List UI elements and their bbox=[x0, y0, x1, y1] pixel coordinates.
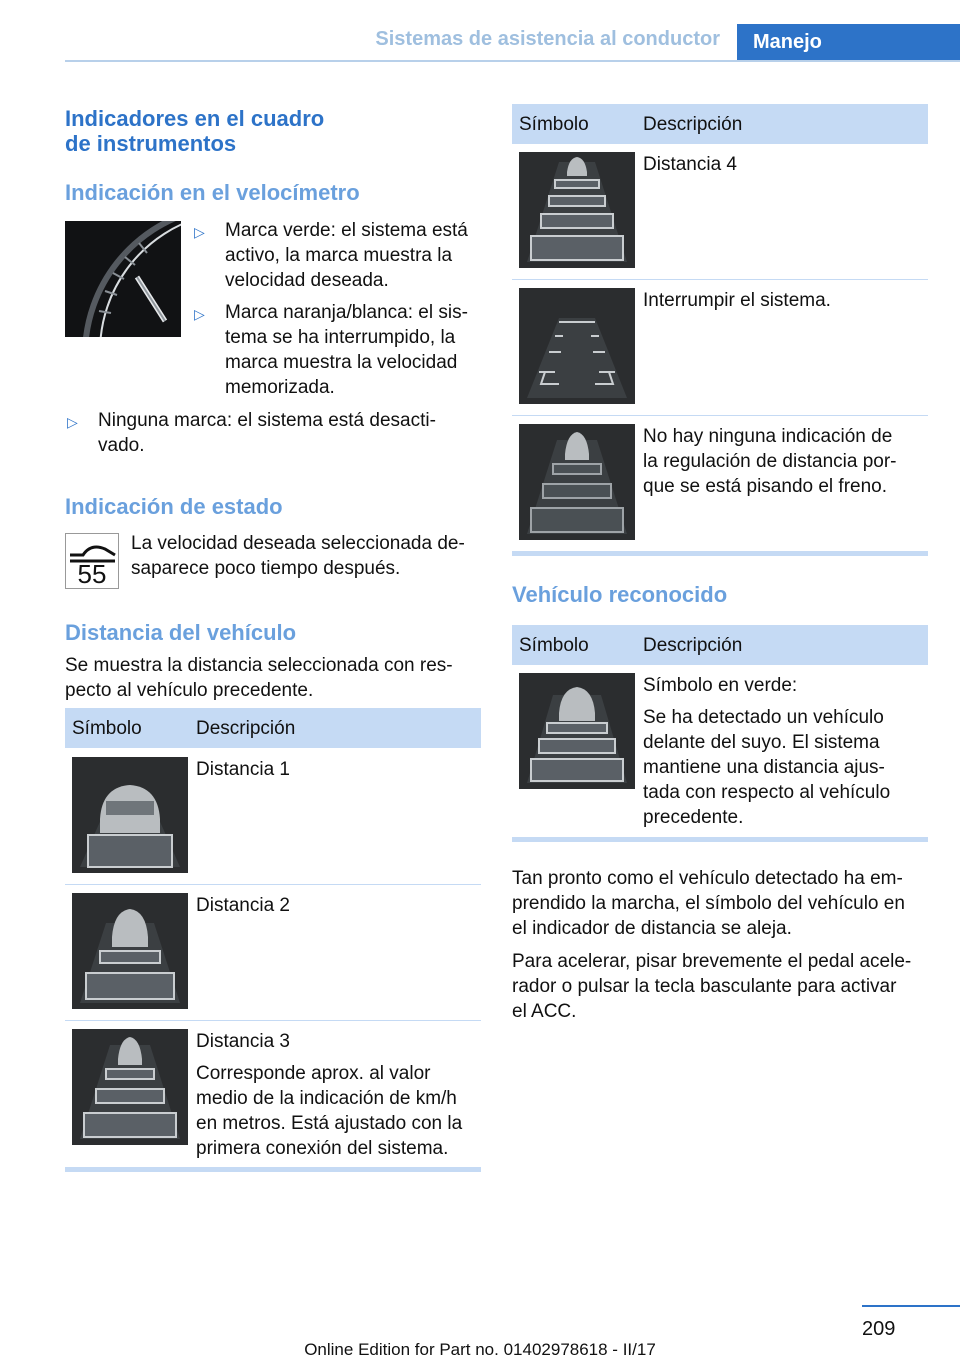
text-line: Se muestra la distancia seleccionada con res‐ bbox=[65, 655, 453, 676]
text-line: mantiene una distancia ajus‐ bbox=[643, 757, 885, 778]
status-text bbox=[131, 531, 465, 581]
bullet-green-mark bbox=[225, 218, 468, 293]
distance-2-symbol bbox=[72, 893, 188, 1009]
running-header-chapter-tab[interactable]: Manejo bbox=[737, 24, 960, 62]
text-line: precedente. bbox=[643, 807, 744, 828]
distance-intro bbox=[65, 653, 453, 703]
bullet-line: Marca verde: el sistema está bbox=[225, 220, 468, 241]
paragraph-vehicle-moves bbox=[512, 866, 905, 941]
bullet-no-mark bbox=[98, 408, 436, 458]
bullet-line: velocidad deseada. bbox=[225, 270, 389, 291]
text-line: prendido la marcha, el símbolo del vehículo en bbox=[512, 893, 905, 914]
column-header-description: Descripción bbox=[643, 114, 743, 135]
distance-heading: Distancia del vehículo bbox=[65, 620, 297, 645]
page-number: 209 bbox=[862, 1318, 896, 1340]
bullet-marker: ▷ bbox=[194, 224, 205, 240]
status-heading: Indicación de estado bbox=[65, 494, 283, 519]
table-end-rule bbox=[512, 837, 928, 842]
text-line: pecto al vehículo precedente. bbox=[65, 680, 314, 701]
text-line: Tan pronto como el vehículo detectado ha em‐ bbox=[512, 868, 903, 889]
speedometer-heading: Indicación en el velocímetro bbox=[65, 180, 360, 205]
vehicle-recognized-desc bbox=[643, 673, 890, 830]
recognized-vehicle-heading: Vehículo reconocido bbox=[512, 582, 728, 607]
speedometer-image bbox=[65, 221, 181, 337]
speed-limit-value: 55 bbox=[77, 559, 107, 589]
section-title-line-1: Indicadores en el cuadro bbox=[65, 106, 325, 131]
bullet-marker: ▷ bbox=[67, 414, 78, 430]
text-line: el ACC. bbox=[512, 1001, 577, 1022]
bullet-line: tema se ha interrumpido, la bbox=[225, 327, 456, 348]
text-line: saparece poco tiempo después. bbox=[131, 558, 401, 579]
table-end-rule bbox=[512, 551, 928, 556]
bullet-line: Marca naranja/blanca: el sis‐ bbox=[225, 302, 468, 323]
distance-3-desc bbox=[196, 1029, 462, 1161]
text-line: rador o pulsar la tecla basculante para activar bbox=[512, 976, 897, 997]
column-header-symbol: Símbolo bbox=[519, 635, 589, 656]
text-line: Se ha detectado un vehículo bbox=[643, 707, 884, 728]
column-header-description: Descripción bbox=[643, 635, 743, 656]
text-line: primera conexión del sistema. bbox=[196, 1138, 449, 1159]
running-header-section: Sistemas de asistencia al conductor bbox=[375, 28, 720, 50]
row-divider bbox=[65, 884, 481, 885]
row-divider bbox=[65, 1020, 481, 1021]
text-line: en metros. Está ajustado con la bbox=[196, 1113, 463, 1134]
text-line: Corresponde aprox. al valor bbox=[196, 1063, 431, 1084]
recognized-table-header bbox=[512, 625, 928, 665]
distance-2-desc: Distancia 2 bbox=[196, 895, 290, 916]
distance-4-desc: Distancia 4 bbox=[643, 154, 737, 175]
distance-3-symbol bbox=[72, 1029, 188, 1145]
text-line: delante del suyo. El sistema bbox=[643, 732, 880, 753]
header-rule bbox=[65, 60, 960, 62]
section-title-line-2: de instrumentos bbox=[65, 131, 237, 156]
text-line: que se está pisando el freno. bbox=[643, 476, 888, 497]
system-interrupted-desc: Interrumpir el sistema. bbox=[643, 290, 831, 311]
text-line: la regulación de distancia por‐ bbox=[643, 451, 897, 472]
vehicle-recognized-symbol bbox=[519, 673, 635, 789]
table-end-rule bbox=[65, 1167, 481, 1172]
text-line: tada con respecto al vehículo bbox=[643, 782, 891, 803]
text-line: el indicador de distancia se aleja. bbox=[512, 918, 792, 939]
bullet-line: activo, la marca muestra la bbox=[225, 245, 453, 266]
distance-4-symbol bbox=[519, 152, 635, 268]
text-line: medio de la indicación de km/h bbox=[196, 1088, 457, 1109]
text-line: Distancia 3 bbox=[196, 1031, 290, 1052]
text-line: Símbolo en verde: bbox=[643, 675, 798, 696]
brake-no-indication-desc bbox=[643, 424, 897, 499]
distance-1-symbol bbox=[72, 757, 188, 873]
text-line: La velocidad deseada seleccionada de‐ bbox=[131, 533, 465, 554]
distance-1-desc: Distancia 1 bbox=[196, 759, 290, 780]
paragraph-accelerate bbox=[512, 949, 911, 1024]
text-line: No hay ninguna indicación de bbox=[643, 426, 893, 447]
text-line: Para acelerar, pisar brevemente el pedal acele‐ bbox=[512, 951, 912, 972]
column-header-symbol: Símbolo bbox=[519, 114, 589, 135]
column-header-symbol: Símbolo bbox=[72, 718, 142, 739]
bullet-line: memorizada. bbox=[225, 377, 335, 398]
bullet-orange-mark bbox=[225, 300, 468, 400]
row-divider bbox=[512, 415, 928, 416]
bullet-line: Ninguna marca: el sistema está desacti‐ bbox=[98, 410, 436, 431]
system-interrupted-symbol bbox=[519, 288, 635, 404]
bullet-marker: ▷ bbox=[194, 306, 205, 322]
symbols-table-header bbox=[512, 104, 928, 144]
column-header-description: Descripción bbox=[196, 718, 296, 739]
footer-rule bbox=[862, 1305, 960, 1307]
bullet-line: marca muestra la velocidad bbox=[225, 352, 458, 373]
section-title bbox=[65, 106, 324, 156]
distance-table-header bbox=[65, 708, 481, 748]
brake-no-indication-symbol bbox=[519, 424, 635, 540]
row-divider bbox=[512, 279, 928, 280]
edition-footer: Online Edition for Part no. 01402978618 - II/17 bbox=[304, 1340, 656, 1359]
bullet-line: vado. bbox=[98, 435, 145, 456]
speed-limit-icon bbox=[65, 533, 119, 589]
